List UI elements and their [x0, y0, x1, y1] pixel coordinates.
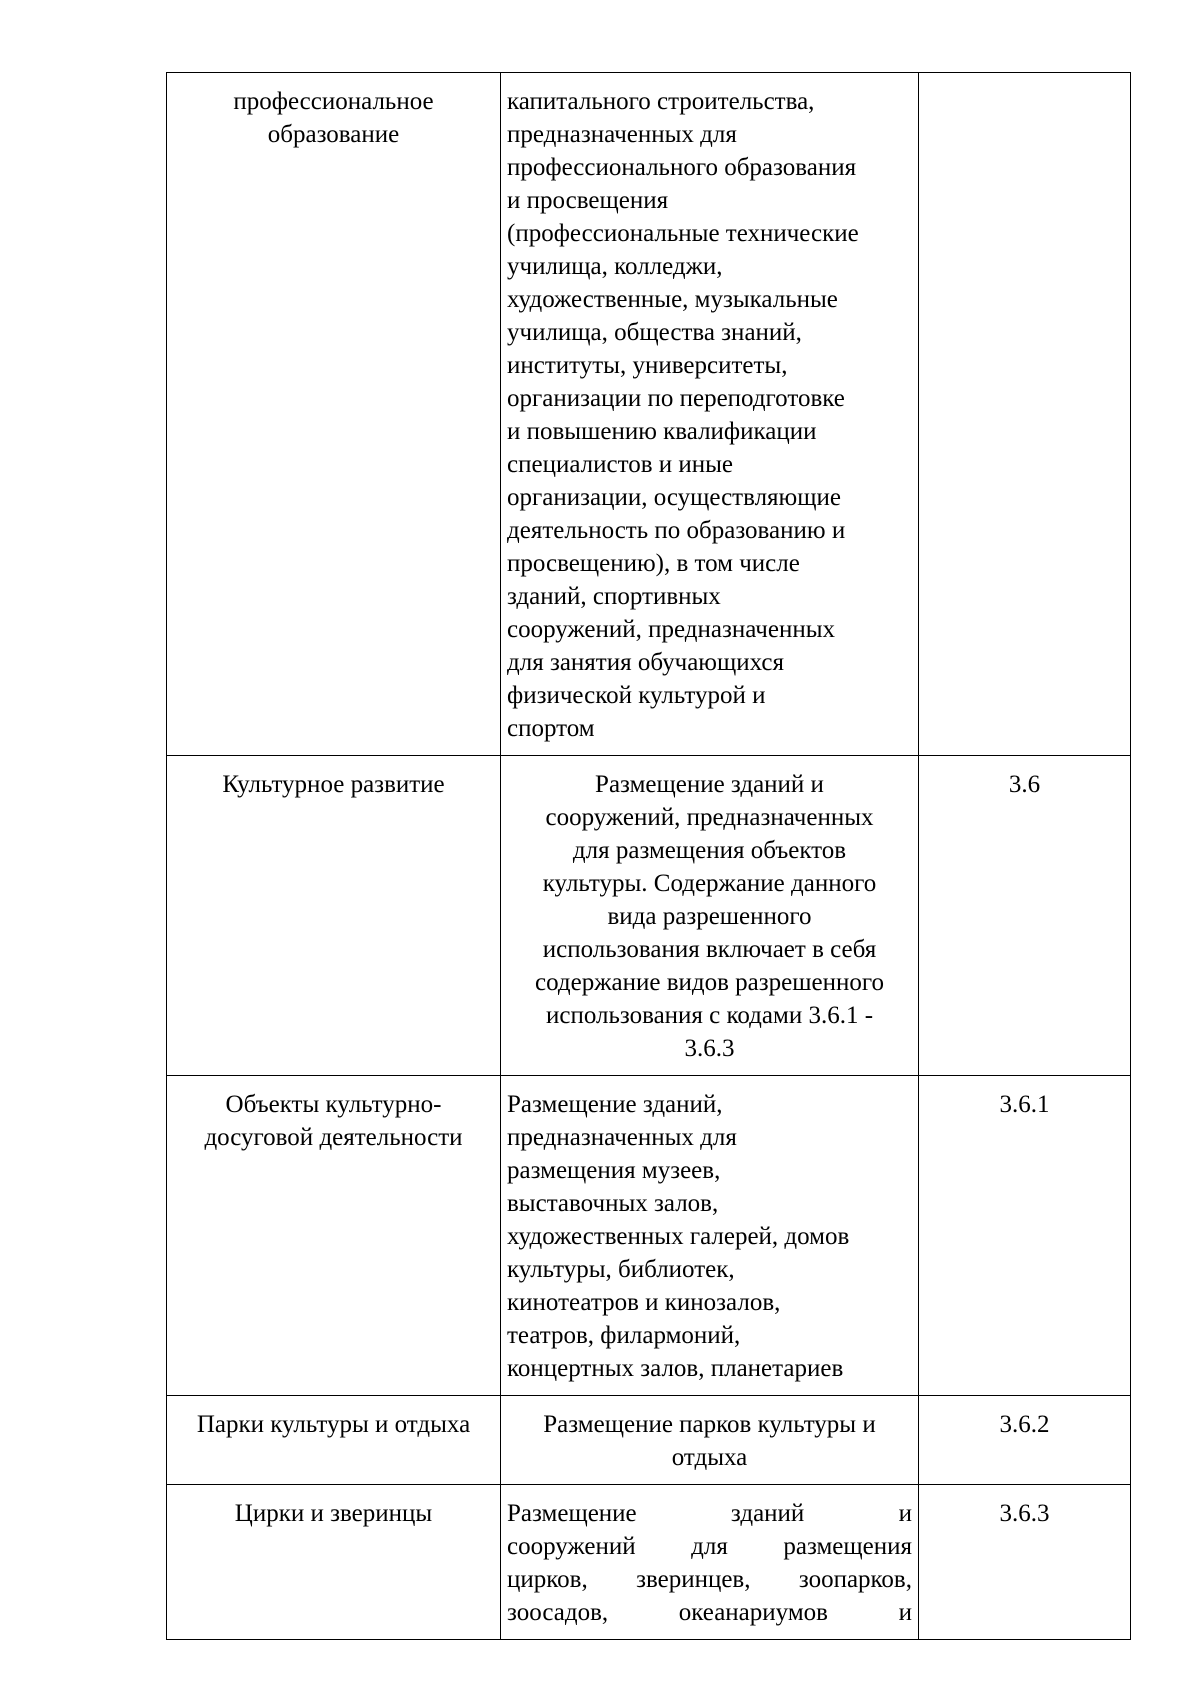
description-line: использования включает в себя: [542, 936, 877, 963]
description-line: зданий, спортивных: [507, 583, 721, 610]
use-code: 3.6.2: [999, 1411, 1050, 1438]
description-line: сооружений для размещения: [507, 1533, 912, 1560]
description-line: организации по переподготовке: [507, 385, 845, 412]
use-description-cell: [501, 1396, 919, 1485]
description-line: капитального строительства,: [507, 88, 815, 115]
description-line: Размещение парков культуры и: [543, 1411, 876, 1438]
table-row-culture-recreation-parks: [167, 1396, 1131, 1485]
description-line: зоосадов, океанариумов и: [507, 1599, 912, 1626]
description-line: (профессиональные технические: [507, 220, 859, 247]
use-name-cell: [167, 756, 501, 1076]
description-line: концертных залов, планетариев: [507, 1355, 844, 1382]
use-name-line: Парки культуры и отдыха: [196, 1411, 471, 1438]
description-line: сооружений, предназначенных: [507, 616, 836, 643]
use-code-cell: [919, 1485, 1131, 1640]
description-line: художественных галерей, домов: [507, 1223, 850, 1250]
description-line: деятельность по образованию и: [507, 517, 846, 544]
description-line: институты, университеты,: [507, 352, 788, 379]
use-description-cell: [501, 1076, 919, 1396]
description-line: для размещения объектов: [572, 837, 847, 864]
use-name-cell: [167, 1485, 501, 1640]
description-line: отдыха: [671, 1444, 748, 1471]
description-line: для занятия обучающихся: [507, 649, 784, 676]
use-name-cell: [167, 73, 501, 756]
description-line: художественные, музыкальные: [507, 286, 838, 313]
use-name-line: Культурное развитие: [222, 771, 445, 798]
description-line: предназначенных для: [507, 121, 737, 148]
use-code-cell: [919, 1076, 1131, 1396]
use-description-cell: [501, 1485, 919, 1640]
use-code: 3.6.3: [999, 1500, 1050, 1527]
description-line: и повышению квалификации: [507, 418, 817, 445]
description-line: профессионального образования: [507, 154, 857, 181]
use-code-cell: [919, 73, 1131, 756]
description-line: Размещение зданий,: [507, 1091, 723, 1118]
description-line: училища, общества знаний,: [507, 319, 802, 346]
description-line: культуры. Содержание данного: [542, 870, 877, 897]
description-line: и просвещения: [507, 187, 669, 214]
use-description-cell: [501, 756, 919, 1076]
description-line: спортом: [507, 715, 595, 742]
land-use-table: [166, 72, 1131, 1640]
use-name-cell: [167, 1396, 501, 1485]
description-line: использования с кодами 3.6.1 -: [545, 1002, 874, 1029]
table-row-circuses-menageries: [167, 1485, 1131, 1640]
table-row-professional-education: [167, 73, 1131, 756]
description-line: содержание видов разрешенного: [535, 969, 884, 996]
use-name-line: образование: [267, 121, 400, 148]
description-line: физической культурой и: [507, 682, 766, 709]
description-line: 3.6.3: [684, 1035, 735, 1062]
description-line: вида разрешенного: [607, 903, 812, 930]
description-line: культуры, библиотек,: [507, 1256, 735, 1283]
description-line: просвещению), в том числе: [507, 550, 800, 577]
use-code: 3.6: [1008, 771, 1041, 798]
description-line: училища, колледжи,: [507, 253, 723, 280]
description-line: предназначенных для: [507, 1124, 737, 1151]
description-line: размещения музеев,: [507, 1157, 721, 1184]
use-name-line: Объекты культурно-: [225, 1091, 442, 1118]
description-line: выставочных залов,: [507, 1190, 719, 1217]
use-code-cell: [919, 1396, 1131, 1485]
description-line: Размещение зданий и: [507, 1500, 912, 1527]
description-line: сооружений, предназначенных: [545, 804, 874, 831]
use-name-line: профессиональное: [233, 88, 434, 115]
description-line: кинотеатров и кинозалов,: [507, 1289, 781, 1316]
description-line: Размещение зданий и: [595, 771, 824, 798]
description-line: театров, филармоний,: [507, 1322, 741, 1349]
use-code: 3.6.1: [999, 1091, 1050, 1118]
use-code-cell: [919, 756, 1131, 1076]
table-row-cultural-leisure-objects: [167, 1076, 1131, 1396]
description-line: цирков, зверинцев, зоопарков,: [507, 1566, 912, 1593]
table-row-cultural-development: [167, 756, 1131, 1076]
use-name-cell: [167, 1076, 501, 1396]
use-description-cell: [501, 73, 919, 756]
description-line: специалистов и иные: [507, 451, 734, 478]
use-name-line: Цирки и зверинцы: [234, 1500, 433, 1527]
use-name-line: досуговой деятельности: [204, 1124, 463, 1151]
description-line: организации, осуществляющие: [507, 484, 841, 511]
